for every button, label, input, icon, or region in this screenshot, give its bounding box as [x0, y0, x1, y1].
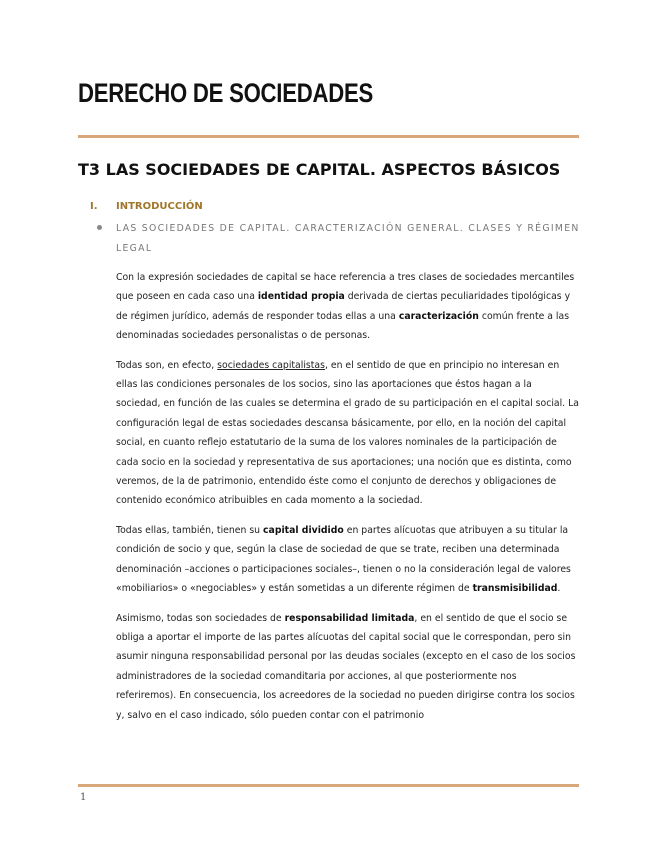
- paragraph-3: [116, 521, 579, 599]
- page-number: 1: [80, 792, 87, 803]
- emphasis-text: identidad propia: [257, 291, 345, 303]
- top-divider: [78, 135, 579, 138]
- bottom-divider: [78, 784, 579, 787]
- body-text: [116, 268, 579, 735]
- paragraph-text: en partes alícuotas que atribuyen a su titular la condición de socio y que, según la clase de sociedad de que se trate, reciben una determinada denominación –acciones o participaciones sociales–, tienen o no la consideración legal de valores «mobiliarios» o «negociables» y están sometidas a un diferente régimen de: [116, 524, 571, 595]
- emphasis-text: transmisibilidad: [472, 583, 558, 595]
- paragraph-text: Asimismo, todas son sociedades de: [116, 612, 285, 624]
- paragraph-text: común frente a las denominadas sociedades personalistas o de personas.: [116, 310, 570, 342]
- emphasis-text: caracterización: [398, 310, 479, 322]
- emphasis-text: capital dividido: [263, 524, 344, 536]
- underlined-text: sociedades capitalistas: [217, 359, 325, 371]
- chapter-heading: T3 LAS SOCIEDADES DE CAPITAL. ASPECTOS BÁSICOS: [78, 160, 561, 179]
- paragraph-text: derivada de ciertas peculiaridades tipológicas y de régimen jurídico, además de responder todas ellas a una: [116, 291, 571, 322]
- subsection-heading: LAS SOCIEDADES DE CAPITAL. CARACTERIZACIÓN GENERAL. CLASES Y RÉGIMEN LEGAL: [116, 223, 580, 254]
- paragraph-4: [116, 609, 579, 725]
- bullet-icon: [97, 225, 102, 230]
- paragraph-text: , en el sentido de que en principio no interesan en ellas las condiciones personales de los socios, sino las aportaciones que éstos hagan a la sociedad, en función de las cuales se determina el grado de su participación en el capital social. La configuración legal de estas sociedades descansa básicamente, por ello, en la noción del capital social, en cuanto reflejo estatutario de la suma de los valores nominales de la participación de cada socio en la sociedad y representativa de sus aportaciones; una noción que es distinta, como veremos, de la de patrimonio, entendido éste como el conjunto de derechos y obligaciones de contenido económico atribuibles en cada momento a la sociedad.: [116, 359, 579, 507]
- paragraph-text: , en el sentido de que el socio se obliga a aportar el importe de las partes alícuotas del capital social que le correspondan, pero sin asumir ninguna responsabilidad personal por las deudas sociales (excepto en el caso de los socios administradores de la sociedad comanditaria por acciones, al que posteriormente nos referiremos). En consecuencia, los acreedores de la sociedad no pueden dirigirse contra los socios y, salvo en el caso indicado, sólo pueden contar con el patrimonio: [116, 612, 576, 721]
- emphasis-text: responsabilidad limitada: [284, 612, 415, 624]
- paragraph-2: [116, 356, 579, 511]
- paragraph-text: .: [557, 583, 561, 595]
- paragraph-text: Todas ellas, también, tienen su: [116, 524, 264, 536]
- section-title: INTRODUCCIÓN: [116, 201, 203, 212]
- document-title: DERECHO DE SOCIEDADES: [78, 78, 374, 108]
- paragraph-1: [116, 268, 579, 346]
- paragraph-text: Todas son, en efecto,: [116, 359, 218, 371]
- paragraph-text: Con la expresión sociedades de capital se hace referencia a tres clases de sociedades mercantiles que poseen en cada caso una: [116, 272, 575, 303]
- section-number: I.: [90, 201, 98, 212]
